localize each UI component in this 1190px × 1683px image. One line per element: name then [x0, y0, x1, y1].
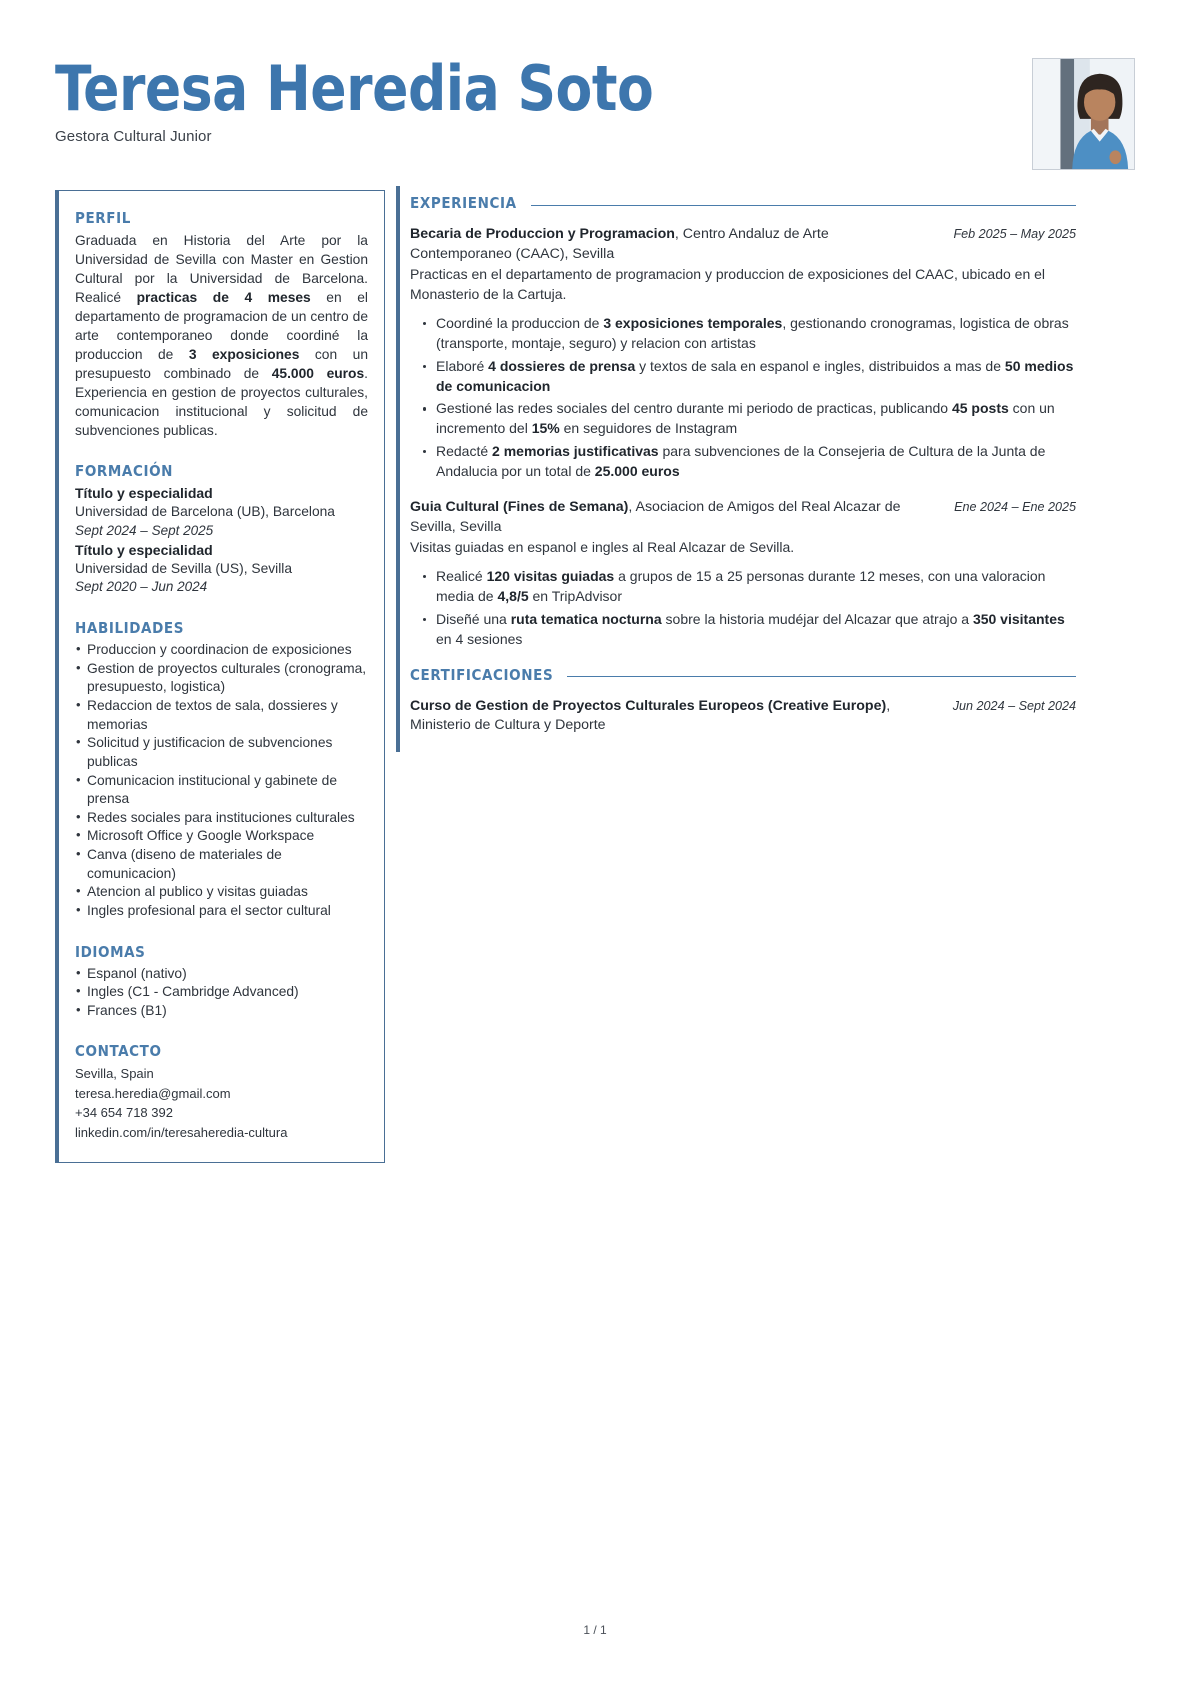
list-item: • Atencion al publico y visitas guiadas — [75, 883, 368, 902]
profile-text: Graduada en Historia del Arte por la Universidad de Sevilla con Master en Gestion Cultural por la Universidad de Barcelona. Realicé practicas de 4 meses en el departamento de programacion de un centro de arte contemporaneo donde coordiné la produccion de 3 exposiciones con un presupuesto combinado de 45.000 euros. Experiencia en gestion de proyectos culturales, comunicacion institucional y solicitud de subvenciones publicas. — [75, 233, 368, 439]
list-item: • Produccion y coordinacion de exposiciones — [75, 641, 368, 660]
section-divider-certificaciones — [567, 676, 1076, 677]
list-item: • Solicitud y justificacion de subvenciones publicas — [75, 734, 368, 771]
section-title-formacion: FORMACIÓN — [75, 462, 174, 481]
certification-entry — [400, 697, 1076, 736]
section-contacto — [75, 1042, 368, 1142]
entry-title — [410, 225, 930, 264]
education-date: Sept 2024 – Sept 2025 — [75, 522, 214, 538]
section-header-experiencia — [400, 194, 1076, 216]
list-item: • Canva (diseno de materiales de comunicacion) — [75, 846, 368, 883]
education-degree: Título y especialidad — [75, 541, 213, 558]
entry-date: Ene 2024 – Ene 2025 — [954, 499, 1076, 514]
education-school: Universidad de Barcelona (UB), Barcelona — [75, 504, 335, 520]
candidate-name: Teresa Heredia Soto — [55, 52, 654, 125]
section-title-perfil: PERFIL — [75, 209, 131, 227]
contact-linkedin[interactable]: linkedin.com/in/teresaheredia-cultura — [75, 1124, 288, 1140]
languages-list — [75, 965, 368, 1021]
section-header-certificaciones — [400, 666, 1076, 688]
entry-bullet-list — [410, 314, 1076, 482]
section-experiencia — [400, 194, 1076, 650]
section-title-contacto: CONTACTO — [75, 1042, 162, 1061]
main-content — [396, 186, 1076, 752]
entry-role: Becaria de Produccion y Programacion — [410, 226, 675, 242]
entry-role: Guia Cultural (Fines de Semana) — [410, 498, 629, 515]
entry-bullet: Redacté 2 memorias justificativas para subvenciones de la Consejeria de Cultura de la Junta de Andalucia por un total de 25.000 euros — [410, 442, 1076, 482]
entry-description: Visitas guiadas en espanol e ingles al Real Alcazar de Sevilla. — [410, 539, 795, 556]
entry-bullet: Coordiné la produccion de 3 exposiciones temporales, gestionando cronogramas, logistica de obras (transporte, montaje, seguro) y relacion con artistas — [410, 314, 1076, 354]
education-item — [75, 484, 368, 540]
list-item: • Gestion de proyectos culturales (cronograma, presupuesto, logistica) — [75, 660, 368, 697]
entry-bullet: Realicé 120 visitas guiadas a grupos de 15 a 25 personas durante 12 meses, con una valoracion media de 4,8/5 en TripAdvisor — [410, 567, 1076, 607]
contact-phone[interactable]: +34 654 718 392 — [75, 1105, 173, 1121]
entry-role: Curso de Gestion de Proyectos Culturales Europeos (Creative Europe) — [410, 697, 887, 714]
contact-email[interactable]: teresa.heredia@gmail.com — [75, 1085, 231, 1101]
candidate-job-title: Gestora Cultural Junior — [55, 128, 212, 145]
sidebar — [55, 190, 385, 1163]
avatar — [1032, 58, 1135, 170]
section-perfil — [75, 209, 368, 440]
list-item: • Frances (B1) — [75, 1002, 368, 1021]
page-indicator: 1 / 1 — [583, 1623, 607, 1637]
experience-entry — [400, 225, 1076, 482]
entry-header — [410, 225, 1076, 264]
section-title-certificaciones: CERTIFICACIONES — [410, 665, 554, 684]
list-item: • Comunicacion institucional y gabinete de prensa — [75, 772, 368, 809]
entry-header — [410, 498, 1076, 537]
entry-title — [410, 498, 930, 537]
education-item — [75, 541, 368, 597]
experience-entry — [400, 498, 1076, 650]
section-idiomas — [75, 943, 368, 1021]
entry-organization: , Centro Andaluz de Arte Contemporaneo (CAAC), Sevilla — [410, 226, 829, 262]
entry-organization: , Ministerio de Cultura y Deporte — [410, 697, 891, 734]
list-item: • Microsoft Office y Google Workspace — [75, 827, 368, 846]
education-date: Sept 2020 – Jun 2024 — [75, 579, 208, 595]
section-formacion — [75, 462, 368, 597]
education-degree: Título y especialidad — [75, 485, 213, 502]
section-title-idiomas: IDIOMAS — [75, 942, 146, 961]
entry-title — [410, 697, 930, 736]
certification-entries — [400, 697, 1076, 736]
list-item: • Redaccion de textos de sala, dossieres y memorias — [75, 697, 368, 734]
entry-header — [410, 697, 1076, 736]
list-item: • Redes sociales para instituciones culturales — [75, 809, 368, 828]
section-divider-experiencia — [531, 205, 1076, 206]
contact-location: Sevilla, Spain — [75, 1066, 154, 1082]
skills-list — [75, 641, 368, 920]
entry-description: Practicas en el departamento de programacion y produccion de exposiciones del CAAC, ubicado en el Monasterio de la Cartuja. — [410, 266, 1046, 303]
section-title-experiencia: EXPERIENCIA — [410, 194, 517, 212]
resume-header — [55, 52, 1135, 170]
list-item: • Ingles (C1 - Cambridge Advanced) — [75, 983, 368, 1002]
portrait-photo-icon — [1033, 59, 1134, 169]
section-certificaciones — [400, 666, 1076, 736]
section-habilidades — [75, 619, 368, 920]
experience-entries — [400, 225, 1076, 650]
entry-date: Jun 2024 – Sept 2024 — [952, 698, 1076, 713]
entry-bullet-list — [410, 567, 1076, 650]
list-item: • Espanol (nativo) — [75, 965, 368, 984]
education-list — [75, 484, 368, 597]
education-school: Universidad de Sevilla (US), Sevilla — [75, 560, 293, 576]
entry-bullet: Diseñé una ruta tematica nocturna sobre la historia mudéjar del Alcazar que atrajo a 350 visitantes en 4 sesiones — [410, 610, 1076, 650]
section-title-habilidades: HABILIDADES — [75, 619, 185, 638]
entry-organization: , Asociacion de Amigos del Real Alcazar de Sevilla, Sevilla — [410, 498, 901, 535]
entry-date: Feb 2025 – May 2025 — [953, 227, 1076, 241]
list-item: • Ingles profesional para el sector cultural — [75, 902, 368, 921]
entry-bullet: Gestioné las redes sociales del centro durante mi periodo de practicas, publicando 45 posts con un incremento del 15% en seguidores de Instagram — [410, 399, 1076, 439]
entry-bullet: Elaboré 4 dossieres de prensa y textos de sala en espanol e ingles, distribuidos a mas de 50 medios de comunicacion — [410, 357, 1076, 397]
